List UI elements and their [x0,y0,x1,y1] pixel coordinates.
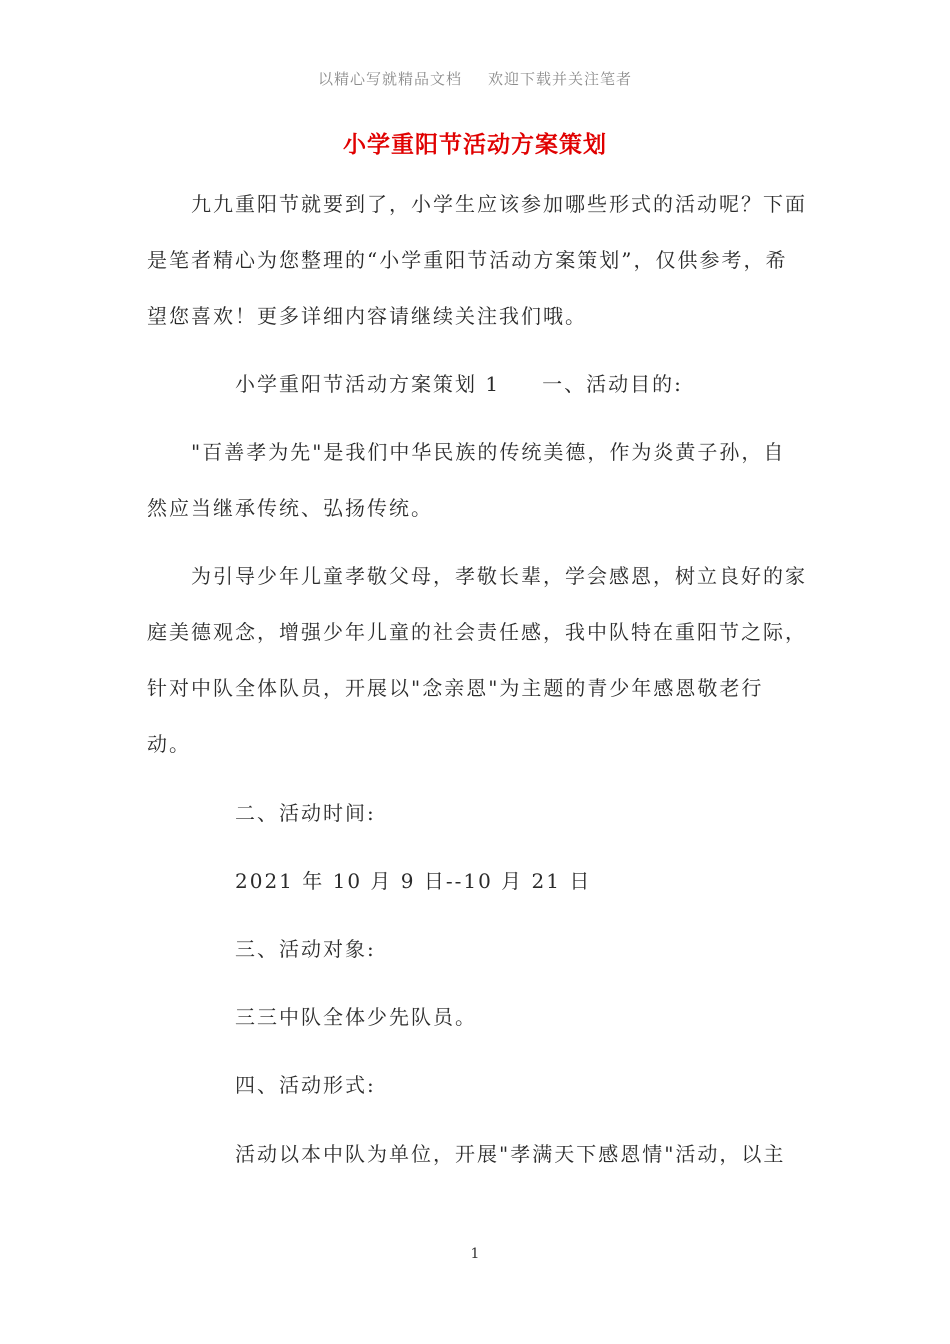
intro-block [147,176,807,344]
purpose-heading: 一、活动目的: [542,372,683,396]
time-value: 2021 年 10 月 9 日--10 月 21 日 [235,869,592,893]
purpose-block-1 [147,424,807,536]
header-right-text: 欢迎下载并关注笔者 [488,70,633,88]
time-heading: 二、活动时间: [235,801,376,825]
form-text: 活动以本中队为单位，开展"孝满天下感恩情"活动，以主 [235,1142,786,1166]
purpose-paragraph-2: 为引导少年儿童孝敬父母，孝敬长辈，学会感恩，树立良好的家庭美德观念，增强少年儿童的社会责任感，我中队特在重阳节之际，针对中队全体队员，开展以"念亲恩"为主题的青少年感恩敬老行动。 [147,564,807,756]
page-header [0,68,950,89]
intro-paragraph: 九九重阳节就要到了，小学生应该参加哪些形式的活动呢？下面是笔者精心为您整理的“小学重阳节活动方案策划”，仅供参考，希望您喜欢！更多详细内容请继续关注我们哦。 [147,192,807,328]
form-heading: 四、活动形式: [235,1073,376,1097]
purpose-paragraph-1: "百善孝为先"是我们中华民族的传统美德，作为炎黄子孙，自然应当继承传统、弘扬传统。 [147,440,786,520]
purpose-block-2 [147,548,807,772]
section1-title: 小学重阳节活动方案策划 1 [235,372,501,396]
document-title: 小学重阳节活动方案策划 [343,132,607,158]
section1-heading-line [235,368,683,400]
target-value: 三三中队全体少先队员。 [235,1005,477,1029]
header-left-text: 以精心写就精品文档 [317,70,462,88]
target-heading: 三、活动对象: [235,937,376,961]
page-number: 1 [470,1246,480,1262]
